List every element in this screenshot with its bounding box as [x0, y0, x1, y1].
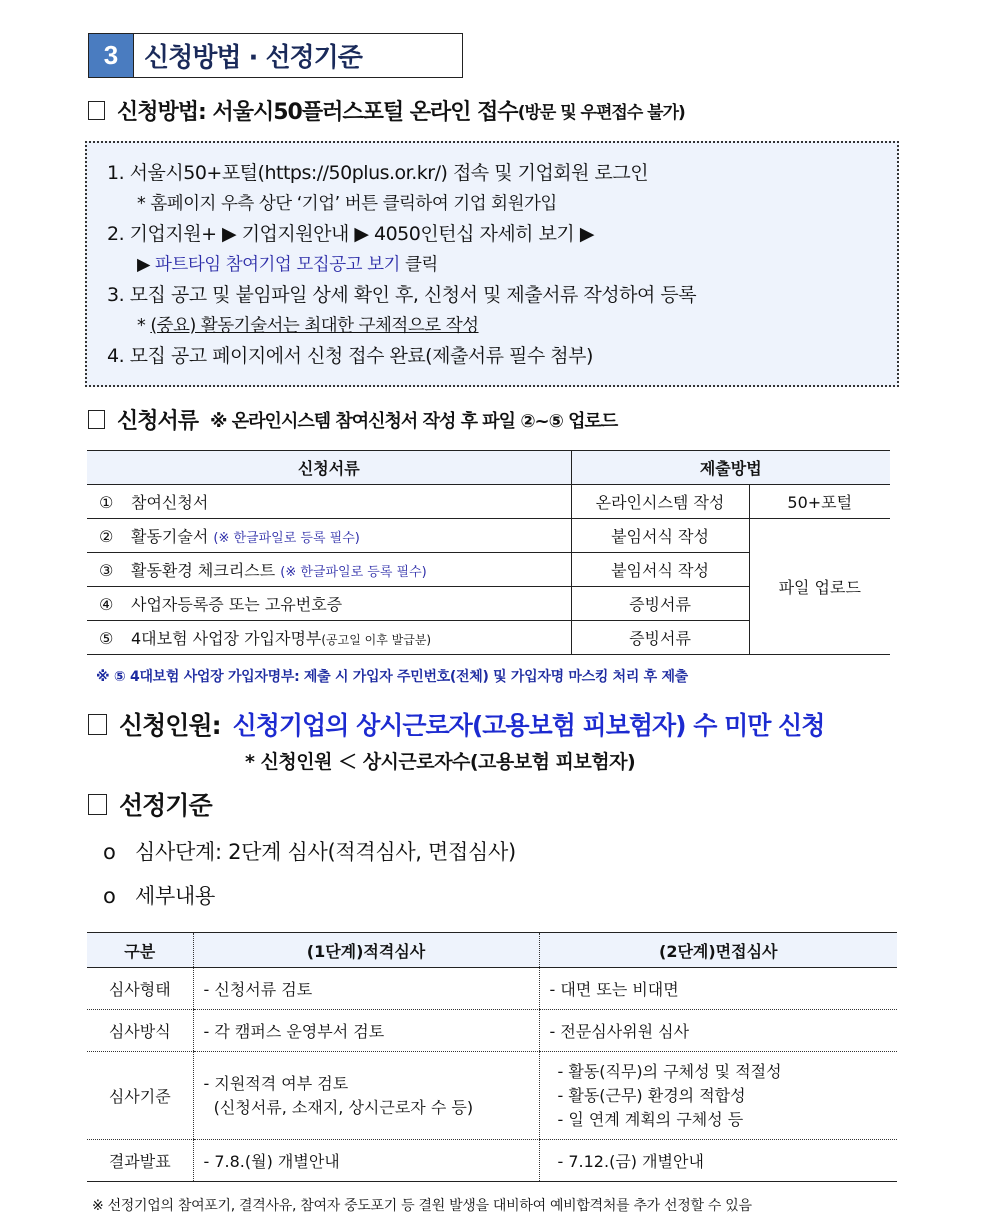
- table-row: [87, 1010, 897, 1052]
- bullet-circle-icon: o: [103, 840, 116, 864]
- submission-channel: 파일 업로드: [749, 519, 890, 655]
- step-3-note-important: (중요) 활동기술서는 최대한 구체적으로 작성: [150, 315, 479, 336]
- checkbox-square-icon: [88, 101, 105, 120]
- submission-method: 온라인시스템 작성: [571, 485, 749, 519]
- table-row: [87, 1052, 897, 1140]
- column-header: 제출방법: [571, 451, 890, 485]
- submission-channel: 50+포털: [749, 485, 890, 519]
- document-name: ③ 활동환경 체크리스트 (※ 한글파일로 등록 필수): [87, 553, 571, 587]
- step-4: 4. 모집 공고 페이지에서 신청 접수 완료(제출서류 필수 첨부): [107, 345, 593, 367]
- submission-method: 붙임서식 작성: [571, 519, 749, 553]
- step-1-note: * 홈페이지 우측 상단 ‘기업’ 버튼 클릭하여 기업 회원가입: [137, 193, 557, 214]
- stage1-cell: - 7.8.(월) 개별안내: [193, 1140, 539, 1182]
- step-3-note-prefix: *: [137, 315, 151, 336]
- table-header-row: [87, 451, 890, 485]
- column-header: 신청서류: [87, 451, 571, 485]
- column-header: (1단계)적격심사: [193, 933, 539, 968]
- table-row: [87, 519, 890, 553]
- table-row: [87, 485, 890, 519]
- bullet-circle-icon: o: [103, 884, 116, 908]
- submission-method: 붙임서식 작성: [571, 553, 749, 587]
- documents-footnote: ※ ⑤ 4대보험 사업장 가입자명부: 제출 시 가입자 주민번호(전체) 및 가입자명 마스킹 처리 후 제출: [96, 669, 688, 685]
- table-header-row: [87, 933, 897, 968]
- selection-criteria-table: [87, 932, 897, 1182]
- headcount-heading-blue: 신청기업의 상시근로자(고용보험 피보험자) 수 미만 신청: [232, 711, 825, 740]
- method-heading-note: (방문 및 우편접수 불가): [517, 103, 685, 123]
- column-header: (2단계)면접심사: [539, 933, 897, 968]
- table-row: [87, 968, 897, 1010]
- step-3-note: [107, 311, 897, 342]
- application-steps-box: [85, 141, 899, 387]
- row-label: 심사방식: [87, 1010, 193, 1052]
- section-title: [88, 33, 463, 78]
- criteria-bullet: o 세부내용: [103, 884, 215, 908]
- document-name: ② 활동기술서 (※ 한글파일로 등록 필수): [87, 519, 571, 553]
- criteria-heading: [88, 786, 212, 822]
- stage2-cell: - 활동(직무)의 구체성 및 적절성 - 활동(근무) 환경의 적합성 - 일 연계 계획의 구체성 등: [539, 1052, 897, 1140]
- document-name: ④ 사업자등록증 또는 고유번호증: [87, 587, 571, 621]
- document-name: ① 참여신청서: [87, 485, 571, 519]
- documents-heading-note: ※ 온라인시스템 참여신청서 작성 후 파일 ②~⑤ 업로드: [210, 410, 618, 432]
- step-2-continued: [107, 250, 897, 281]
- criteria-heading-text: 선정기준: [119, 791, 212, 820]
- documents-heading-text: 신청서류: [117, 409, 199, 434]
- method-heading-text: 신청방법: 서울시50플러스포털 온라인 접수: [117, 100, 518, 125]
- play-arrow-icon: ▶: [137, 254, 156, 275]
- table-row: [87, 1140, 897, 1182]
- row-label: 결과발표: [87, 1140, 193, 1182]
- step-2-suffix: 클릭: [399, 254, 438, 275]
- stage1-cell: - 지원적격 여부 검토 (신청서류, 소재지, 상시근로자 수 등): [193, 1052, 539, 1140]
- headcount-heading: [88, 706, 824, 742]
- recruitment-notice-link[interactable]: 파트타임 참여기업 모집공고 보기: [155, 254, 400, 275]
- section-number: 3: [89, 34, 133, 77]
- criteria-footnote: ※ 선정기업의 참여포기, 결격사유, 참여자 중도포기 등 결원 발생을 대비하여 예비합격처를 추가 선정할 수 있음: [92, 1198, 752, 1214]
- row-label: 심사기준: [87, 1052, 193, 1140]
- documents-table: [87, 450, 890, 655]
- stage1-cell: - 신청서류 검토: [193, 968, 539, 1010]
- step-3: 3. 모집 공고 및 붙임파일 상세 확인 후, 신청서 및 제출서류 작성하여 등록: [107, 284, 697, 306]
- step-2: 2. 기업지원+ ▶ 기업지원안내 ▶ 4050인턴십 자세히 보기 ▶: [107, 223, 594, 245]
- submission-method: 증빙서류: [571, 587, 749, 621]
- stage2-cell: - 대면 또는 비대면: [539, 968, 897, 1010]
- stage2-cell: - 7.12.(금) 개별안내: [539, 1140, 897, 1182]
- stage1-cell: - 각 캠퍼스 운영부서 검토: [193, 1010, 539, 1052]
- section-title-text: 신청방법 · 선정기준: [133, 34, 462, 77]
- column-header: 구분: [87, 933, 193, 968]
- step-1: 1. 서울시50+포털(https://50plus.or.kr/) 접속 및 기업회원 로그인: [107, 162, 649, 184]
- documents-heading: [88, 404, 617, 435]
- headcount-heading-text: 신청인원:: [119, 711, 221, 740]
- checkbox-square-icon: [88, 410, 105, 429]
- row-label: 심사형태: [87, 968, 193, 1010]
- stage2-cell: - 전문심사위원 심사: [539, 1010, 897, 1052]
- headcount-note: * 신청인원 ＜ 상시근로자수(고용보험 피보험자): [245, 751, 636, 773]
- checkbox-square-icon: [88, 794, 107, 815]
- method-heading: [88, 95, 685, 126]
- submission-method: 증빙서류: [571, 621, 749, 655]
- criteria-bullet: o 심사단계: 2단계 심사(적격심사, 면접심사): [103, 840, 516, 864]
- document-name: ⑤ 4대보험 사업장 가입자명부(공고일 이후 발급분): [87, 621, 571, 655]
- checkbox-square-icon: [88, 714, 107, 735]
